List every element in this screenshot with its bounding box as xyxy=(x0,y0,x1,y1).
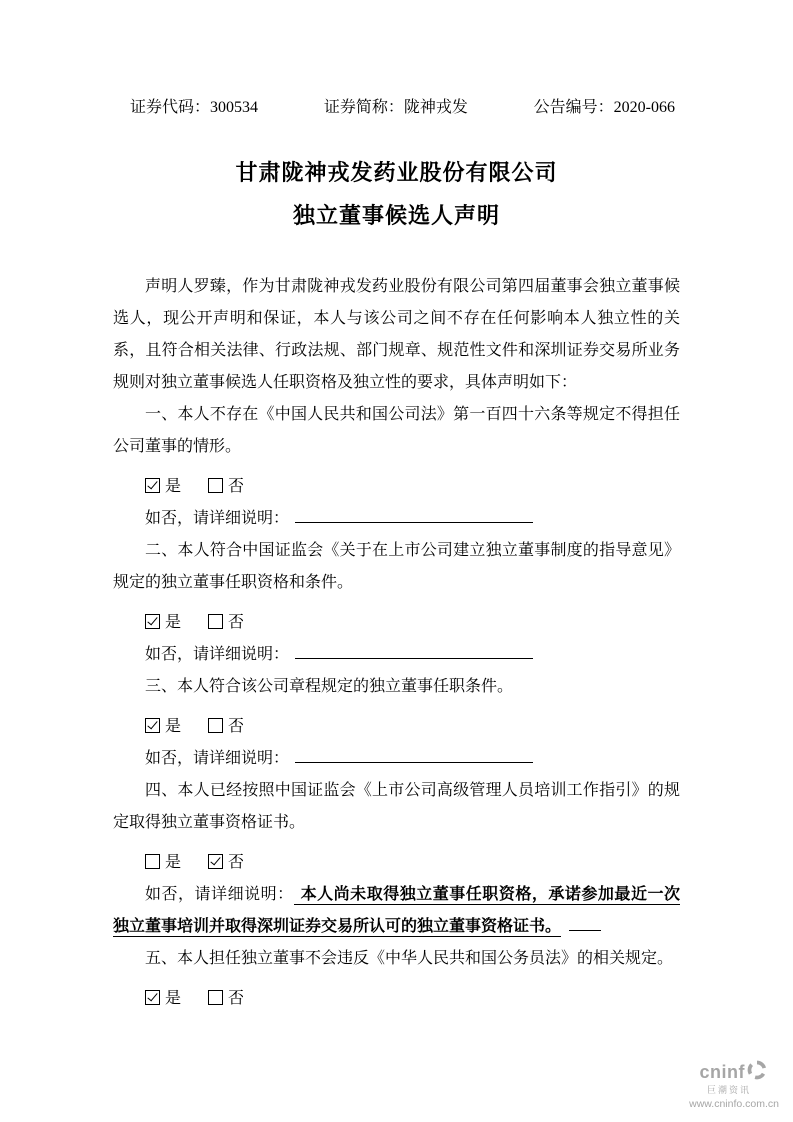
no-checkbox xyxy=(208,990,223,1005)
yes-checkbox xyxy=(145,614,160,629)
item-statement: 三、本人符合该公司章程规定的独立董事任职条件。 xyxy=(145,678,514,695)
explain-row xyxy=(113,743,680,775)
no-label: 否 xyxy=(228,718,246,735)
yes-checkbox xyxy=(145,990,160,1005)
yes-no-row xyxy=(113,983,680,1015)
explanation-blank-tail xyxy=(569,916,601,931)
intro-paragraph: 声明人罗臻，作为甘肃陇神戎发药业股份有限公司第四届董事会独立董事候选人，现公开声明和保证，本人与该公司之间不存在任何影响本人独立性的关系，且符合相关法律、行政法规、部门规章、规范性文件和深圳证券交易所业务规则对独立董事候选人任职资格及独立性的要求，具体声明如下： xyxy=(113,278,680,391)
title-block xyxy=(0,151,793,237)
yes-checkbox xyxy=(145,854,160,869)
explanation-text: 本人尚未取得独立董事任职资格，承诺参加最近一次独立董事培训并取得深圳证券交易所认可的独立董事资格证书。 xyxy=(113,886,680,935)
no-checkbox xyxy=(208,478,223,493)
explanation-blank xyxy=(295,508,533,523)
cninfo-watermark xyxy=(661,1060,781,1110)
no-label: 否 xyxy=(228,854,246,871)
explain-label: 如否，请详细说明： xyxy=(145,646,290,663)
no-label: 否 xyxy=(228,614,246,631)
declaration-item-3 xyxy=(113,671,680,775)
yes-no-row xyxy=(113,607,680,639)
no-checkbox xyxy=(208,854,223,869)
cninfo-chinese-name: 巨潮资讯 xyxy=(706,1085,751,1095)
declaration-item-4 xyxy=(113,775,680,943)
cninfo-swirl-icon xyxy=(747,1060,767,1085)
yes-no-row xyxy=(113,711,680,743)
explanation-blank xyxy=(295,748,533,763)
announcement-number: 公告编号：2020-066 xyxy=(533,99,675,116)
yes-no-row xyxy=(113,847,680,879)
item-statement: 五、本人担任独立董事不会违反《中华人民共和国公务员法》的相关规定。 xyxy=(145,950,674,967)
yes-label: 是 xyxy=(165,718,183,735)
item-statement: 四、本人已经按照中国证监会《上市公司高级管理人员培训工作指引》的规定取得独立董事资格证书。 xyxy=(113,782,680,831)
no-checkbox xyxy=(208,614,223,629)
explain-label: 如否，请详细说明： xyxy=(145,510,290,527)
yes-label: 是 xyxy=(165,478,183,495)
declaration-item-1 xyxy=(113,399,680,535)
cninfo-logo-text: cninf xyxy=(699,1062,745,1082)
yes-checkbox xyxy=(145,718,160,733)
explain-label: 如否，请详细说明： xyxy=(145,750,290,767)
yes-label: 是 xyxy=(165,990,183,1007)
document-title: 独立董事候选人声明 xyxy=(292,203,500,228)
stock-code: 证券代码：300534 xyxy=(130,99,259,116)
item-statement: 二、本人符合中国证监会《关于在上市公司建立独立董事制度的指导意见》规定的独立董事任职资格和条件。 xyxy=(113,542,680,591)
declaration-item-2 xyxy=(113,535,680,671)
document-header xyxy=(130,97,675,119)
explain-row xyxy=(113,879,680,943)
declaration-item-5 xyxy=(113,943,680,1015)
yes-label: 是 xyxy=(165,614,183,631)
item-statement: 一、本人不存在《中国人民共和国公司法》第一百四十六条等规定不得担任公司董事的情形。 xyxy=(113,406,680,455)
explain-row xyxy=(113,503,680,535)
explain-label: 如否，请详细说明： xyxy=(145,886,294,903)
no-checkbox xyxy=(208,718,223,733)
yes-label: 是 xyxy=(165,854,183,871)
explain-row xyxy=(113,639,680,671)
explanation-blank xyxy=(295,644,533,659)
stock-name: 证券简称：陇神戎发 xyxy=(323,99,468,116)
document-body xyxy=(113,271,680,1015)
yes-no-row xyxy=(113,471,680,503)
cninfo-url: www.cninfo.com.cn xyxy=(689,1098,779,1110)
company-title: 甘肃陇神戎发药业股份有限公司 xyxy=(235,160,558,185)
yes-checkbox xyxy=(145,478,160,493)
no-label: 否 xyxy=(228,990,246,1007)
no-label: 否 xyxy=(228,478,246,495)
